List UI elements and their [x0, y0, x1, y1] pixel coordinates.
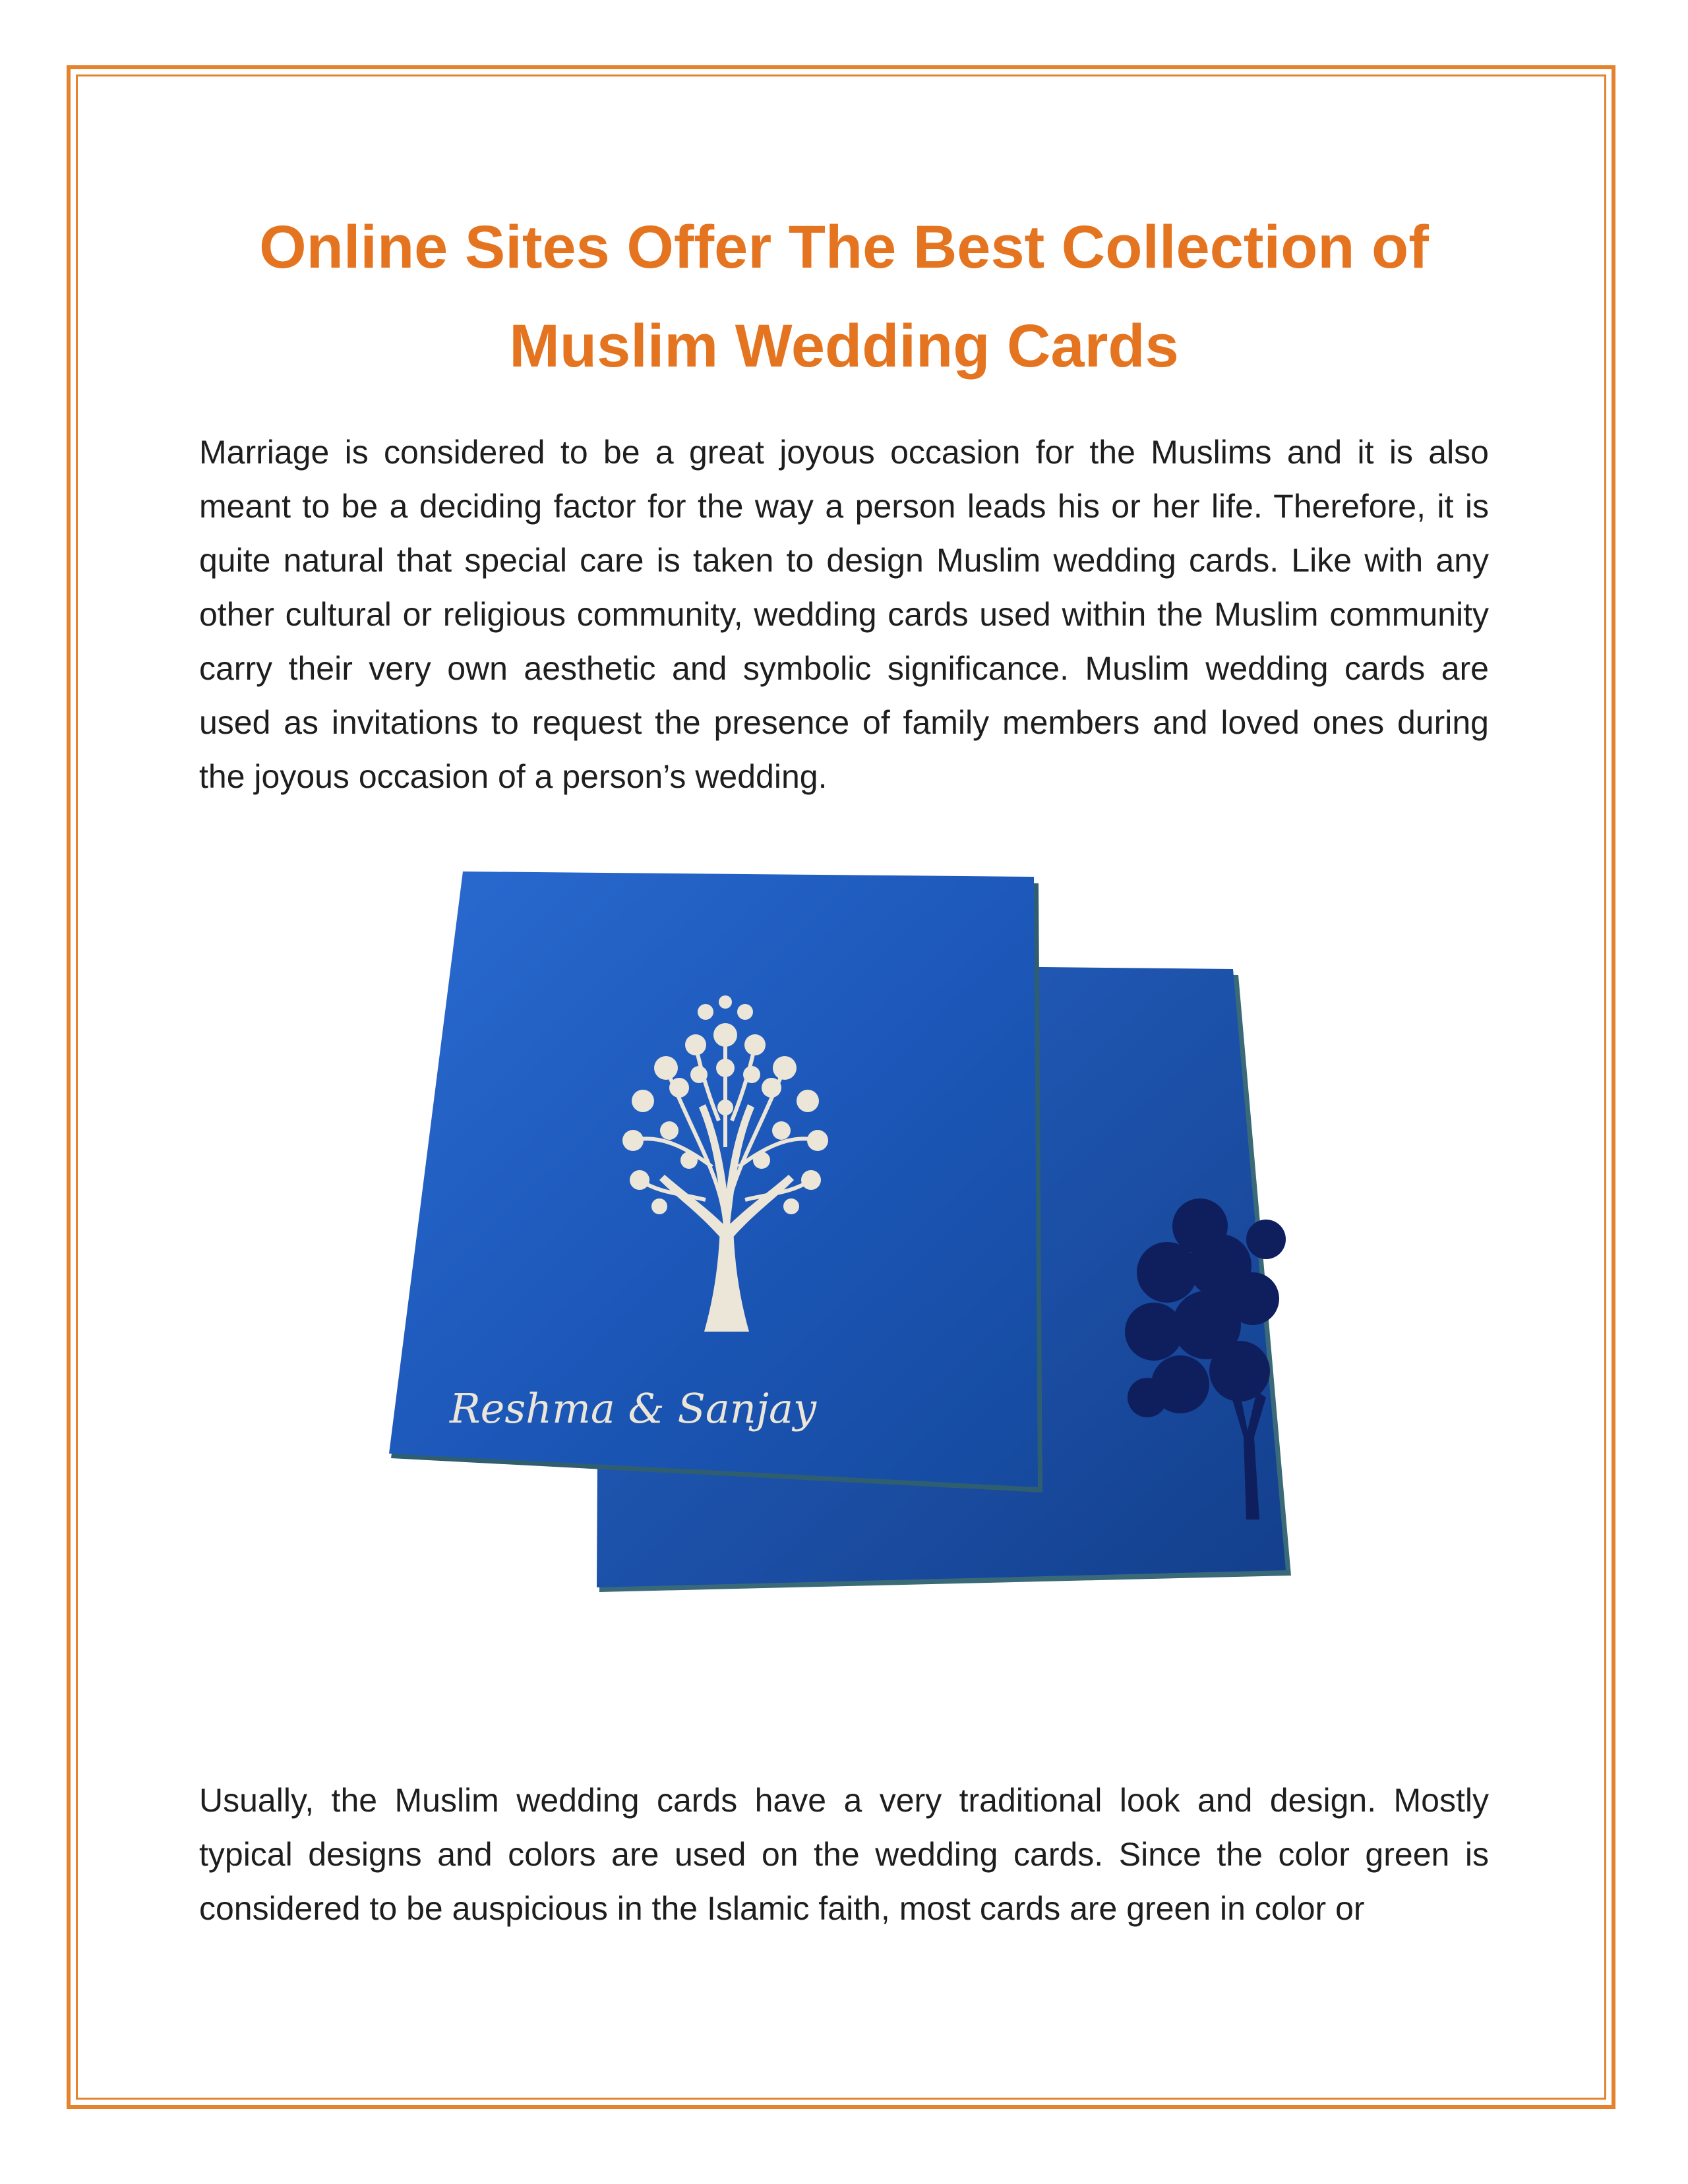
intro-paragraph: Marriage is considered to be a great joyous occasion for the Muslims and it is also meant to be a deciding factor for the way a person leads his or her life. Therefore, it is quite natural that special care is taken to design Muslim wedding cards. Like with any other cultural or religious community, wedding cards used within the Muslim community carry their very own aesthetic and symbolic significance. Muslim wedding cards are used as invitations to request the presence of family members and loved ones during the joyous occasion of a person’s wedding.: [199, 434, 1489, 795]
wedding-card-image: [389, 870, 1312, 1602]
title-line-1: Online Sites Offer The Best Collection of: [259, 214, 1429, 281]
title-line-2: Muslim Wedding Cards: [509, 312, 1179, 380]
document-title: [198, 198, 1490, 396]
front-card: [389, 871, 1042, 1492]
second-paragraph: Usually, the Muslim wedding cards have a very traditional look and design. Mostly typical designs and colors are used on the wedding cards. Since the color green is considered to be auspicious in the Islamic faith, most cards are green in color or: [199, 1782, 1489, 1927]
card-couple-names: Reshma & Sanjay: [449, 1384, 817, 1432]
